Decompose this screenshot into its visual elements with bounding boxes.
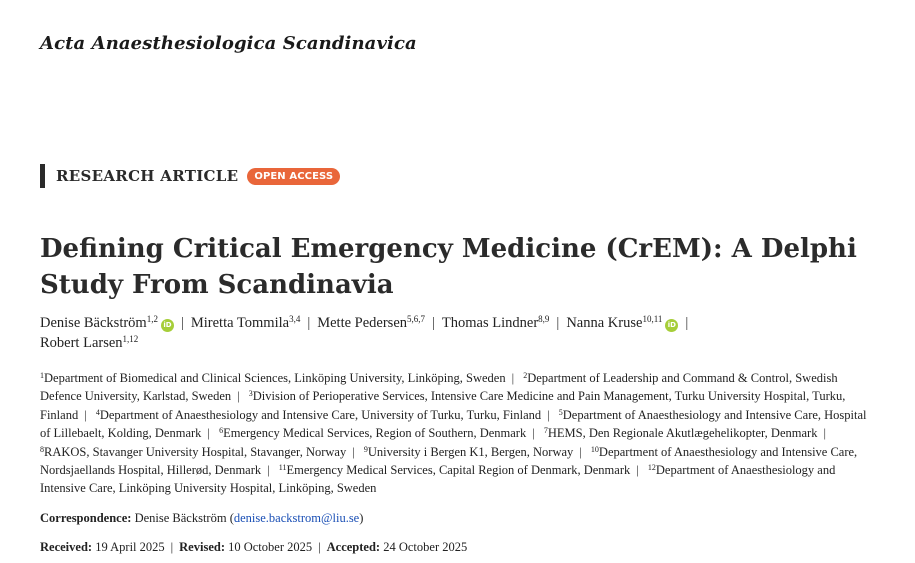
author-name[interactable]: Robert Larsen <box>40 335 123 351</box>
author-name[interactable]: Mette Pedersen <box>317 315 408 331</box>
orcid-icon[interactable]: iD <box>161 319 174 332</box>
affiliation: $^7$HEMS, Den Regionale Akutlægehelikopter, Denmark <box>543 426 818 441</box>
journal-title: Acta Anaesthesiologica Scandinavica <box>40 33 417 54</box>
article-type-bar <box>40 164 45 188</box>
author-list <box>40 313 840 353</box>
author[interactable] <box>442 315 550 331</box>
author-affiliation-ref[interactable]: 3,4 <box>289 314 301 324</box>
affiliation: $^2$Department of Leadership and Command & Control, Swedish Defence University, Karlstad, Sweden <box>40 371 838 404</box>
author-affiliation-ref[interactable]: 1,2 <box>146 314 158 324</box>
affiliation: $^3$Division of Perioperative Services, Intensive Care Medicine and Pain Management, Turku University Hospital, Turku, Finland <box>40 389 846 422</box>
accepted-label: Accepted: <box>326 540 381 554</box>
author-name[interactable]: Thomas Lindner <box>441 315 539 331</box>
author[interactable] <box>40 335 138 351</box>
affiliation: $^4$Department of Anaesthesiology and Intensive Care, University of Turku, Turku, Finland <box>95 407 542 422</box>
author-affiliation-ref[interactable]: 1,12 <box>122 334 139 344</box>
author-separator: | <box>180 315 184 331</box>
author-name[interactable]: Miretta Tommila <box>190 315 290 331</box>
correspondence: Correspondence: Denise Bäckström (denise.backstrom@liu.se) <box>40 511 364 525</box>
affiliation: $^{11}$Emergency Medical Services, Capital Region of Denmark, Denmark <box>278 463 631 478</box>
affiliation: $^1$Department of Biomedical and Clinical Sciences, Linköping University, Linköping, Sweden <box>40 371 506 385</box>
author-separator: | <box>432 315 435 331</box>
affiliation: $^6$Emergency Medical Services, Region of Southern, Denmark <box>219 426 527 441</box>
author[interactable] <box>317 315 425 331</box>
revised-label: Revised: <box>179 540 225 554</box>
affiliation: $^{10}$Department of Anaesthesiology and Intensive Care, Nordsjaellands Hospital, Hillerød, Denmark <box>40 444 858 478</box>
affiliation: $^5$Department of Anaesthesiology and Intensive Care, Hospital of Lillebaelt, Kolding, Denmark <box>40 407 867 441</box>
author-separator: | <box>685 315 689 331</box>
author[interactable] <box>191 315 300 331</box>
correspondence-label: Correspondence: <box>40 511 132 525</box>
article-title: Defining Critical Emergency Medicine (CrEM): A Delphi Study From Scandinavia <box>40 234 857 300</box>
received-date: 19 April 2025 <box>95 540 165 554</box>
accepted-date: 24 October 2025 <box>383 540 468 554</box>
affiliation-list: $^1$Department of Biomedical and Clinical Sciences, Linköping University, Linköping, Sweden | $^2$Department of Leadership and Command & Control, Swedish Defence University, Karlstad, Sweden | $^3$Division of Perioperative Services, Intensive Care Medicine and Pain Management, Turku University Hospital, Turku, Finland | $^4$Department of Anaesthesiology and Intensive Care, University of Turku, Turku, Finland | $^5$Department of Anaesthesiology and Intensive Care, Hospital of Lillebaelt, Kolding, Denmark | $^6$Emergency Medical Services, Region of Southern, Denmark | $^7$HEMS, Den Regionale Akutlægehelikopter, Denmark | $^8$RAKOS, Stavanger University Hospital, Stavanger, Norway | $^9$University i Bergen K1, Bergen, Norway | $^{10}$Department of Anaesthesiology and Intensive Care, Nordsjaellands Hospital, Hillerød, Denmark | $^{11}$Emergency Medical Services, Capital Region of Denmark, Denmark | $^{12}$Department of Anaesthesiology and Intensive Care, Linköping University Hospital, Linköping, Sweden <box>40 371 867 496</box>
orcid-icon[interactable]: iD <box>665 319 678 332</box>
correspondence-email-link[interactable]: denise.backstrom@liu.se <box>233 511 360 525</box>
article-dates: Received: 19 April 2025 | Revised: 10 October 2025 | Accepted: 24 October 2025 <box>40 540 468 554</box>
correspondence-name: Denise Bäckström <box>134 511 227 525</box>
affiliation: $^8$RAKOS, Stavanger University Hospital, Stavanger, Norway <box>40 444 347 459</box>
author[interactable] <box>40 315 174 331</box>
author-name[interactable]: Nanna Kruse <box>566 315 643 331</box>
revised-date: 10 October 2025 <box>228 540 313 554</box>
author-separator: | <box>307 315 311 331</box>
author[interactable] <box>566 315 678 331</box>
author-separator: | <box>556 315 560 331</box>
author-name[interactable]: Denise Bäckström <box>40 315 147 331</box>
author-affiliation-ref[interactable]: 8,9 <box>538 314 550 324</box>
open-access-badge: OPEN ACCESS <box>247 168 340 185</box>
affiliation: $^9$University i Bergen K1, Bergen, Norway <box>363 444 574 459</box>
received-label: Received: <box>40 540 93 554</box>
author-affiliation-ref[interactable]: 5,6,7 <box>407 314 426 324</box>
author-affiliation-ref[interactable]: 10,11 <box>642 314 663 324</box>
affiliation: $^{12}$Department of Anaesthesiology and Intensive Care, Linköping University Hospital, Linköping, Sweden <box>40 463 836 496</box>
article-type-row <box>40 164 340 188</box>
article-type-label: RESEARCH ARTICLE <box>56 167 239 185</box>
